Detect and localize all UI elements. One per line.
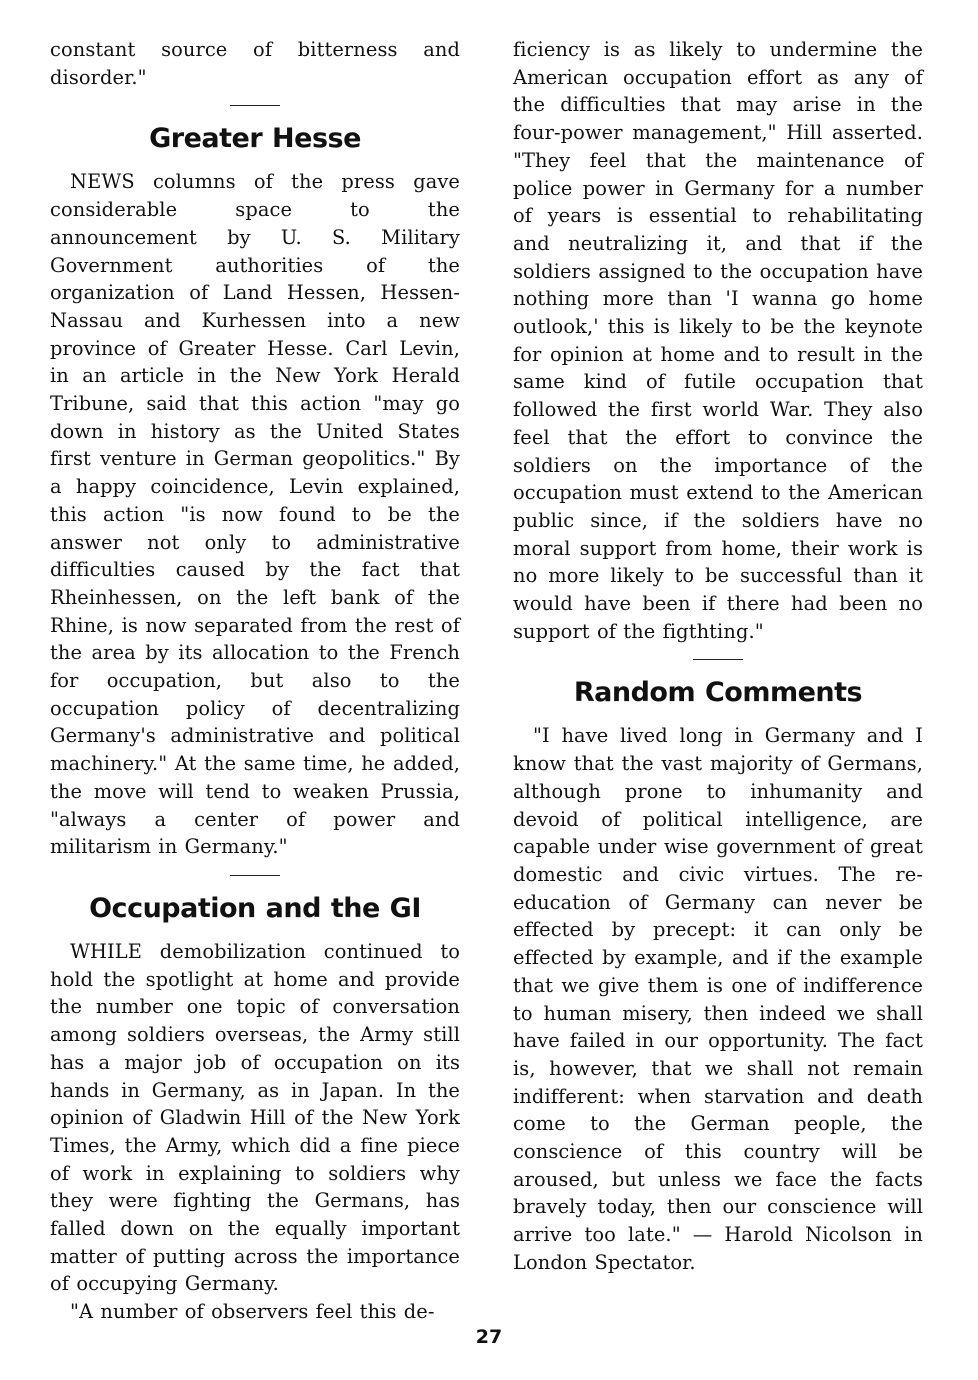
heading-occupation-gi: Occupation and the GI (89, 892, 421, 924)
continuation-text: constant source of bitterness and disorder." (50, 38, 460, 89)
article-occupation-gi-para2: "A number of observers feel this de- (70, 1300, 435, 1324)
continuation-text: ficiency is as likely to undermine the American occupation effort as any of the difficulties that may arise in the four-power management," Hill asserted. "They feel that the maintenance of police power in Germany for a number of years is essential to rehabilitating and neutralizing it, and that if the soldiers assigned to the occupation have nothing more than 'I wanna go home outlook,' this is likely to be the keynote for opinion at home and to result in the same kind of futile occupation that followed the first world War. They also feel that the effort to convince the soldiers on the importance of the occupation must extend to the American public since, if the soldiers have no moral support from home, their work is no more likely to be successful than it would have been if there had been no support of the figthting." (513, 38, 923, 643)
heading-greater-hesse: Greater Hesse (149, 123, 361, 155)
right-column (513, 36, 923, 1277)
page-number: 27 (475, 1326, 503, 1348)
section-divider (230, 105, 280, 106)
heading-random-comments: Random Comments (573, 677, 863, 709)
section-divider (230, 875, 280, 876)
left-column (50, 36, 460, 1326)
article-greater-hesse: NEWS columns of the press gave considerable space to the announcement by U. S. Military Government authorities of the organization of Land Hessen, Hessen-Nassau and Kurhessen into a new province of Greater Hesse. Carl Levin, in an article in the New York Herald Tribune, said that this action "may go down in history as the United States first venture in German geopolitics." By a happy coincidence, Levin explained, this action "is now found to be the answer not only to administrative difficulties caused by the fact that Rheinhessen, on the left bank of the Rhine, is now separated from the rest of the area by its allocation to the French for occupation, but also to the occupation policy of decentralizing Germany's administrative and political machinery." At the same time, he added, the move will tend to weaken Prussia, "always a center of power and militarism in Germany." (50, 170, 460, 859)
article-occupation-gi-para1: WHILE demobilization continued to hold the spotlight at home and provide the number one topic of conversation among soldiers overseas, the Army still has a major job of occupation on its hands in Germany, as in Japan. In the opinion of Gladwin Hill of the New York Times, the Army, which did a fine piece of work in explaining to soldiers why they were fighting the Germans, has falled down on the equally important matter of putting across the importance of occupying Germany. (50, 939, 460, 1296)
article-random-comments: "I have lived long in Germany and I know that the vast majority of Germans, although prone to inhumanity and devoid of political intelligence, are capable under wise government of great domestic and civic virtues. The re-education of Germany can never be effected by precept: it can only be effected by example, and if the example that we give them is one of indifference to human misery, then indeed we shall have failed in our opportunity. The fact is, however, that we shall not remain indifferent: when starvation and death come to the German people, the conscience of this country will be aroused, but unless we face the facts bravely today, then our conscience will arrive too late." — Harold Nicolson in London Spectator. (513, 724, 923, 1274)
section-divider (693, 659, 743, 660)
